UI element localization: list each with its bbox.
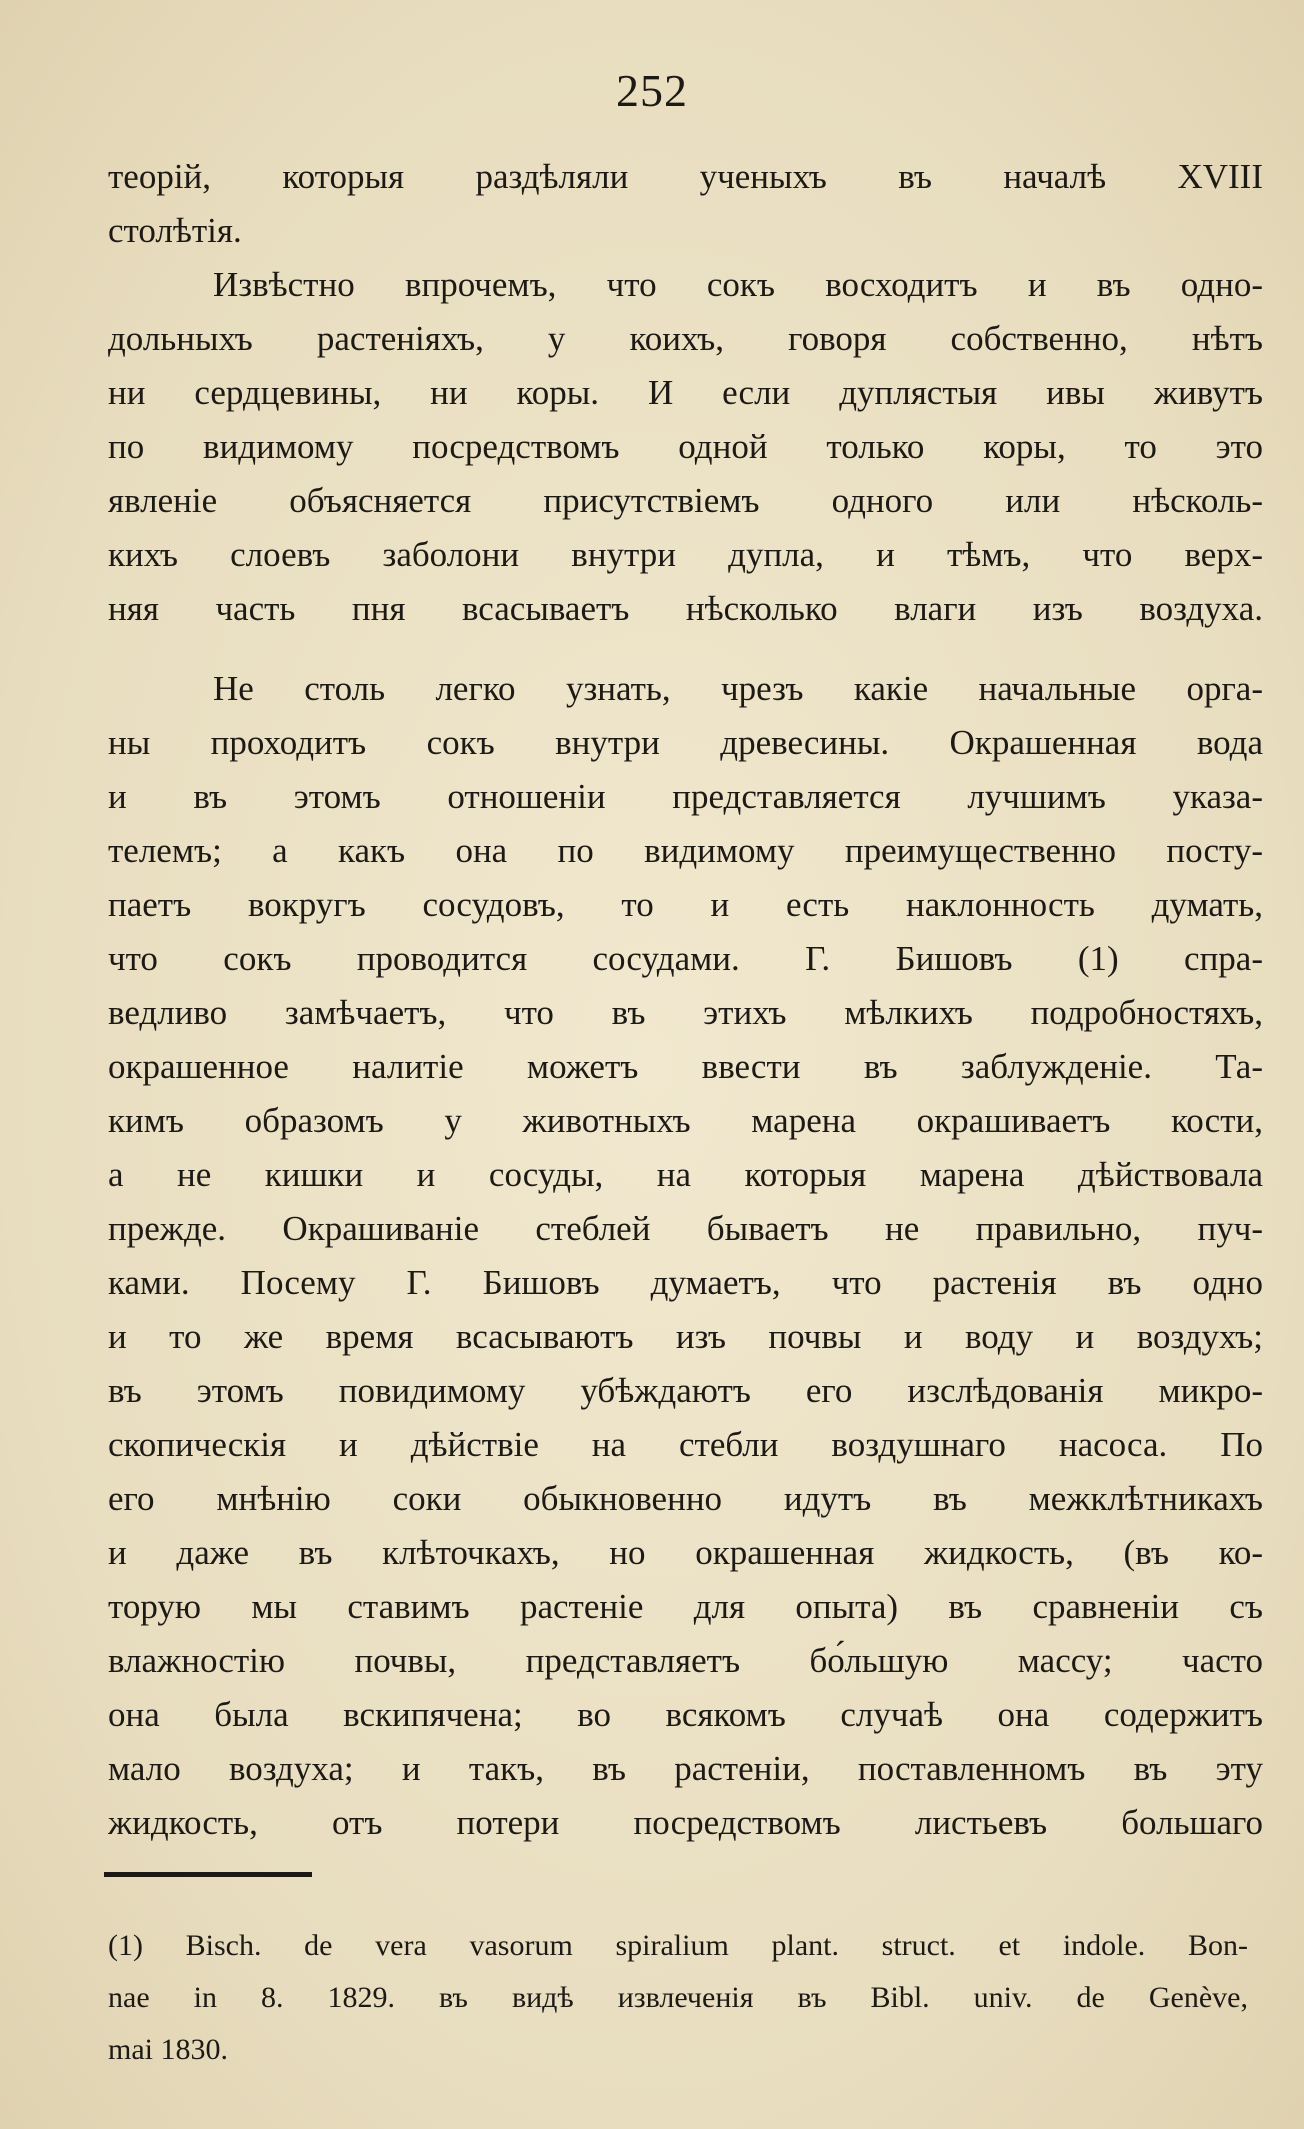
text-line: и то же время всасываютъ изъ почвы и воду и воздухъ; — [108, 1317, 1263, 1356]
text-line: ни сердцевины, ни коры. И если дуплястыя ивы живутъ — [108, 373, 1263, 412]
footnote-line: (1) Bisch. de vera vasorum spiralium plant. struct. et indole. Bon- — [108, 1929, 1248, 1962]
text-line: ведливо замѣчаетъ, что въ этихъ мѣлкихъ подробностяхъ, — [108, 993, 1263, 1032]
text-line: дольныхъ растеніяхъ, у коихъ, говоря собственно, нѣтъ — [108, 319, 1263, 358]
text-line: мало воздуха; и такъ, въ растеніи, поставленномъ въ эту — [108, 1749, 1263, 1788]
text-line: явленіе объясняется присутствіемъ одного или нѣсколь- — [108, 481, 1263, 520]
text-line: Извѣстно впрочемъ, что сокъ восходитъ и въ одно- — [213, 265, 1263, 304]
text-line: торую мы ставимъ растеніе для опыта) въ сравненіи съ — [108, 1587, 1263, 1626]
text-line: ны проходитъ сокъ внутри древесины. Окрашенная вода — [108, 723, 1263, 762]
text-line: няя часть пня всасываетъ нѣсколько влаги изъ воздуха. — [108, 589, 1263, 628]
text-line: его мнѣнію соки обыкновенно идутъ въ межклѣтникахъ — [108, 1479, 1263, 1518]
text-line: ками. Посему Г. Бишовъ думаетъ, что растенія въ одно — [108, 1263, 1263, 1302]
text-line: а не кишки и сосуды, на которыя марена дѣйствовала — [108, 1155, 1263, 1194]
text-line: столѣтія. — [108, 211, 242, 250]
text-line: по видимому посредствомъ одной только коры, то это — [108, 427, 1263, 466]
text-line: прежде. Окрашиваніе стеблей бываетъ не правильно, пуч- — [108, 1209, 1263, 1248]
text-line: въ этомъ повидимому убѣждаютъ его изслѣдованія микро- — [108, 1371, 1263, 1410]
paragraph-gap — [108, 636, 1263, 662]
footnote-line: mai 1830. — [108, 2033, 228, 2066]
text-line: телемъ; а какъ она по видимому преимущественно посту- — [108, 831, 1263, 870]
footnote-divider — [104, 1872, 312, 1877]
text-line: жидкость, отъ потери посредствомъ листьевъ большаго — [108, 1803, 1263, 1842]
text-line: теорій, которыя раздѣляли ученыхъ въ началѣ XVIII — [108, 157, 1263, 196]
text-line: что сокъ проводится сосудами. Г. Бишовъ (1) спра- — [108, 939, 1263, 978]
text-line: Не столь легко узнать, чрезъ какіе начальные орга- — [213, 669, 1263, 708]
main-text — [108, 150, 1263, 1850]
text-line: и даже въ клѣточкахъ, но окрашенная жидкость, (въ ко- — [108, 1533, 1263, 1572]
text-line: паетъ вокругъ сосудовъ, то и есть наклонность думать, — [108, 885, 1263, 924]
text-line: и въ этомъ отношеніи представляется лучшимъ указа- — [108, 777, 1263, 816]
footnote-line: nae in 8. 1829. въ видѣ извлеченія въ Bibl. univ. de Genève, — [108, 1981, 1248, 2014]
page-number: 252 — [616, 65, 688, 116]
footnote — [108, 1920, 1248, 2076]
text-line: она была вскипячена; во всякомъ случаѣ она содержитъ — [108, 1695, 1263, 1734]
text-line: влажностію почвы, представляетъ бо́льшую массу; часто — [108, 1641, 1263, 1680]
text-line: окрашенное налитіе можетъ ввести въ заблужденіе. Та- — [108, 1047, 1263, 1086]
text-line: кихъ слоевъ заболони внутри дупла, и тѣмъ, что верх- — [108, 535, 1263, 574]
text-line: скопическія и дѣйствіе на стебли воздушнаго насоса. По — [108, 1425, 1263, 1464]
text-line: кимъ образомъ у животныхъ марена окрашиваетъ кости, — [108, 1101, 1263, 1140]
